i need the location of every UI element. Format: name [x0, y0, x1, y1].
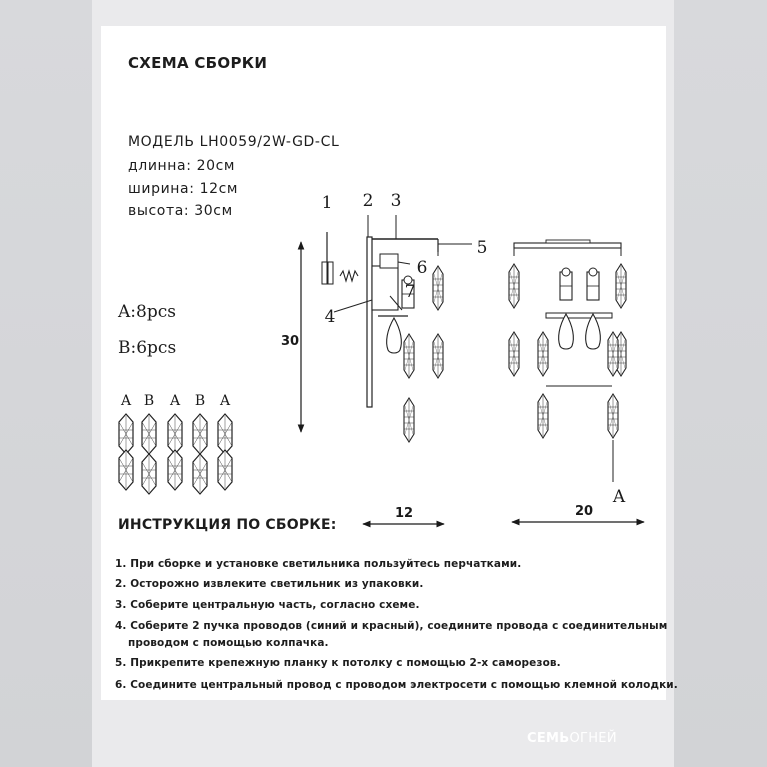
callout-1: 1	[321, 193, 333, 213]
instruction-step-5: 5. Прикрепите крепежную планку к потолку с помощью 2-х саморезов.	[115, 657, 561, 669]
crystal-icon	[433, 266, 443, 310]
crystal-label: B	[194, 393, 206, 409]
crystal-icon	[616, 264, 626, 308]
brand-bold: СЕМЬ	[527, 731, 570, 746]
callout-7: 7	[404, 282, 416, 302]
model-name: МОДЕЛЬ LH0059/2W-GD-CL	[128, 134, 340, 150]
crystal-a-bottom	[119, 450, 133, 490]
brand-logo	[527, 731, 617, 746]
crystal-icon	[538, 332, 548, 376]
front-view	[509, 240, 626, 507]
crystal-a-top	[168, 414, 182, 454]
crystal-legend	[119, 393, 232, 494]
crystal-icon	[433, 334, 443, 378]
parts-a-count: A:8pcs	[118, 302, 176, 322]
instruction-step-4: 4. Соберите 2 пучка проводов (синий и красный), соедините провода с соединительным	[115, 620, 668, 632]
depth-dimension	[363, 506, 444, 524]
bulb-icon	[559, 314, 574, 349]
crystal-icon	[404, 334, 414, 378]
brand-rest: ОГНЕЙ	[569, 731, 617, 746]
instructions-heading: ИНСТРУКЦИЯ ПО СБОРКЕ:	[118, 517, 337, 533]
crystal-icon	[608, 394, 618, 438]
height-value: 30	[280, 334, 300, 349]
page-title: СХЕМА СБОРКИ	[128, 54, 268, 72]
instruction-step-6: 6. Соедините центральный провод с проводом электросети с помощью клемной колодки.	[115, 679, 678, 691]
spec-length: длинна: 20см	[128, 158, 236, 174]
socket-icon	[587, 268, 599, 300]
callout-5: 5	[476, 238, 488, 258]
callout-2: 2	[362, 191, 374, 211]
front-crystal-label: A	[612, 487, 626, 507]
instruction-step-3: 3. Соберите центральную часть, согласно схеме.	[115, 599, 420, 611]
callout-3: 3	[390, 191, 402, 211]
wall-plate	[367, 237, 372, 407]
bulb-icon	[586, 314, 601, 349]
crystal-icon	[538, 394, 548, 438]
crystal-b-bottom	[142, 454, 156, 494]
parts-b-count: B:6pcs	[118, 338, 177, 358]
crystal-label: A	[120, 393, 132, 409]
callout-6: 6	[416, 258, 428, 278]
crystal-label: B	[143, 393, 155, 409]
crystal-b-top	[193, 414, 207, 454]
spec-width: ширина: 12см	[128, 181, 239, 197]
crystal-icon	[608, 332, 618, 376]
bulb-icon	[387, 318, 402, 353]
spring-icon	[340, 271, 358, 281]
spec-height: высота: 30см	[128, 203, 233, 219]
crystal-a-top	[218, 414, 232, 454]
crystal-a-bottom	[218, 450, 232, 490]
instruction-step-2: 2. Осторожно извлеките светильник из упаковки.	[115, 578, 424, 590]
crystal-icon	[509, 264, 519, 308]
crystal-b-bottom	[193, 454, 207, 494]
crystal-icon	[509, 332, 519, 376]
crystal-a-bottom	[168, 450, 182, 490]
crystal-label: A	[219, 393, 231, 409]
crystal-icon	[404, 398, 414, 442]
width-value: 20	[574, 504, 594, 519]
depth-value: 12	[394, 506, 414, 521]
instruction-step-4-cont: проводом с помощью колпачка.	[128, 637, 329, 649]
instruction-step-1: 1. При сборке и установке светильника пользуйтесь перчатками.	[115, 558, 522, 570]
socket-icon	[560, 268, 572, 300]
height-dimension	[281, 242, 301, 432]
crystal-b-top	[142, 414, 156, 454]
side-view	[322, 191, 488, 442]
crystal-a-top	[119, 414, 133, 454]
callout-4: 4	[324, 307, 336, 327]
crystal-label: A	[169, 393, 181, 409]
